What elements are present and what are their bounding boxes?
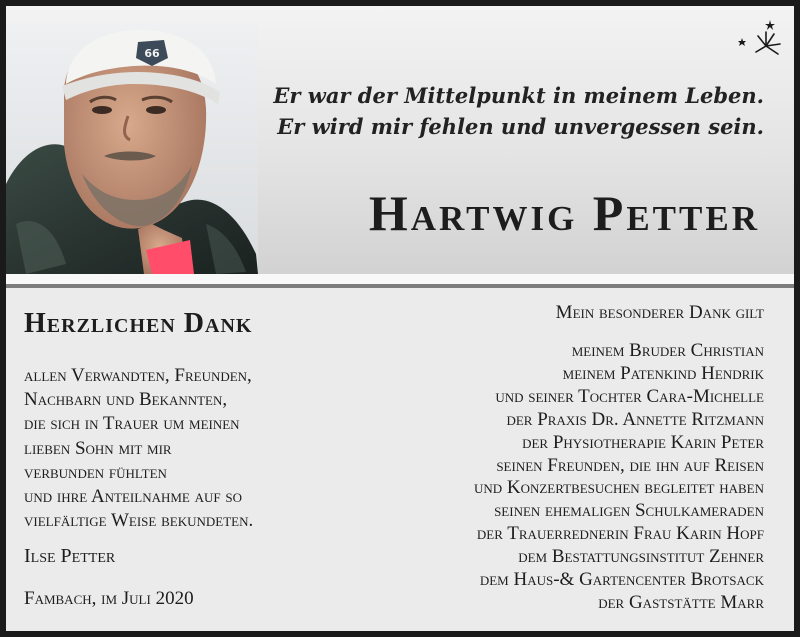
sparkle-icon: [734, 18, 782, 58]
portrait-photo: [6, 24, 258, 274]
special-thanks-item: und seiner Tochter Cara-Michelle: [495, 385, 764, 407]
special-thanks-item: dem Bestattungsinstitut Zehner: [518, 546, 764, 568]
thanks-line: verbunden fühlten: [24, 461, 167, 483]
thanks-line: und ihre Anteilnahme auf so: [24, 486, 242, 508]
thanks-line: die sich in Trauer um meinen: [24, 413, 240, 435]
quote-line: Er war der Mittelpunkt in meinem Leben.: [273, 83, 764, 108]
thanks-line: lieben Sohn mit mir: [24, 437, 172, 459]
signature: Ilse Petter: [24, 545, 116, 567]
special-thanks-item: seinen ehemaligen Schulkameraden: [494, 500, 764, 522]
thanks-line: vielfältige Weise bekundeten.: [24, 510, 254, 532]
special-thanks-item: meinem Patenkind Hendrik: [562, 362, 764, 384]
special-thanks-item: der Trauerrednerin Frau Karin Hopf: [476, 523, 764, 545]
special-thanks-item: und Konzertbesuchen begleitet haben: [473, 477, 764, 499]
special-thanks-heading: Mein besonderer Dank gilt: [555, 302, 764, 323]
special-thanks-item: dem Haus-& Gartencenter Brotsack: [479, 569, 764, 591]
thanks-heading: Herzlichen Dank: [24, 308, 253, 339]
special-thanks-item: seinen Freunden, die ihn auf Reisen: [496, 454, 764, 476]
thanks-line: allen Verwandten, Freunden,: [24, 365, 252, 386]
special-thanks-item: der Gaststätte Marr: [598, 591, 764, 613]
cap-badge-text: 66: [144, 47, 160, 60]
special-thanks-item: der Praxis Dr. Annette Ritzmann: [506, 408, 764, 430]
memorial-quote: [264, 80, 764, 142]
special-thanks-item: der Physiotherapie Karin Peter: [522, 431, 764, 453]
thanks-line: Nachbarn und Bekannten,: [24, 389, 228, 411]
divider-light: [6, 274, 794, 284]
place-date: Fambach, im Juli 2020: [24, 588, 194, 609]
special-thanks-list: [344, 340, 764, 615]
thanks-text: [24, 364, 314, 533]
quote-line: Er wird mir fehlen und unvergessen sein.: [277, 114, 764, 139]
special-thanks-item: meinem Bruder Christian: [571, 340, 764, 361]
deceased-name: Hartwig Petter: [368, 185, 760, 241]
